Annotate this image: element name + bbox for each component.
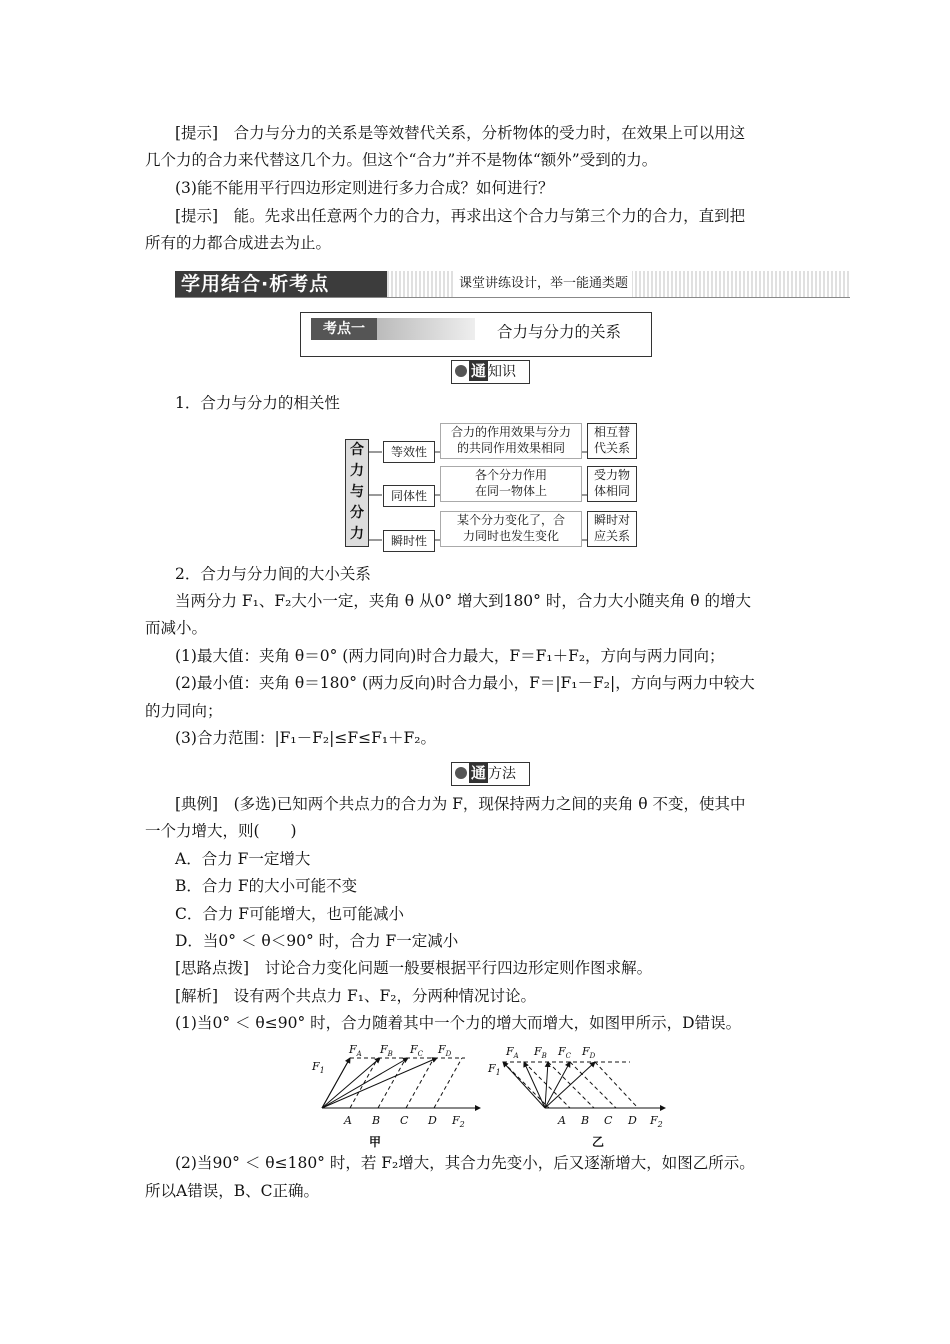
hint-2-line-1: [提示] 能。先求出任意两个力的合力，再求出这个合力与第三个力的合力，直到把 — [175, 207, 746, 225]
map-result-equivalence: 相互替 代关系 — [587, 423, 637, 459]
hint-1-line-2: 几个力的合力来代替这几个力。但这个“合力”并不是物体“额外”受到的力。 — [145, 151, 658, 169]
section-2-line-1: 当两分力 F₁、F₂大小一定，夹角 θ 从0° 增大到180° 时，合力大小随夹角 θ 的增大 — [175, 592, 752, 610]
case-2-line-2: 所以A错误，B、C正确。 — [145, 1182, 319, 1200]
section-1-heading: 1．合力与分力的相关性 — [175, 394, 340, 412]
map-result-instant: 瞬时对 应关系 — [587, 511, 637, 547]
min-value-line-2: 的力同向； — [145, 702, 223, 720]
yi-f2-label: $F_2$ — [650, 1114, 663, 1129]
max-value: (1)最大值：夹角 θ＝0° (两力同向)时合力最大，F＝F₁＋F₂，方向与两力同向； — [175, 647, 725, 665]
min-value-line-1: (2)最小值：夹角 θ＝180° (两力反向)时合力最小，F＝|F₁－F₂|，方向与两力中较大 — [175, 674, 755, 692]
section-2-line-2: 而减小。 — [145, 619, 208, 637]
option-d: D．当0° ＜ θ＜90° 时，合力 F一定减小 — [175, 932, 459, 950]
example-line-2: 一个力增大，则( ) — [145, 822, 297, 840]
range: (3)合力范围：|F₁－F₂|≤F≤F₁＋F₂。 — [175, 729, 437, 747]
option-b: B．合力 F的大小可能不变 — [175, 877, 358, 895]
topic-title: 合力与分力的关系 — [497, 323, 622, 341]
jia-c-label: C — [400, 1114, 409, 1127]
bullet-icon — [455, 767, 467, 779]
case-2-line-1: (2)当90° ＜ θ≤180° 时，若 F₂增大，其合力先变小，后又逐渐增大，如图乙所示。 — [175, 1154, 755, 1172]
example-line-1: [典例] (多选)已知两个共点力的合力为 F，现保持两力之间的夹角 θ 不变，使其中 — [175, 795, 746, 813]
banner-subtitle: 课堂讲练设计，举一能通类题 — [455, 271, 632, 297]
jia-fa-label: $F_A$ — [349, 1043, 362, 1058]
jia-fd-label: $F_D$ — [438, 1043, 452, 1058]
option-c: C．合力 F可能增大，也可能减小 — [175, 905, 405, 923]
jia-b-label: B — [372, 1114, 381, 1127]
section-2-heading: 2．合力与分力间的大小关系 — [175, 565, 371, 583]
topic-tag-fade — [377, 318, 475, 340]
yi-f1-label: $F_1$ — [488, 1062, 501, 1077]
jia-fb-label: $F_B$ — [380, 1043, 393, 1058]
tong-zhishi-heading: 通 知识 — [451, 360, 530, 384]
analysis: [解析] 设有两个共点力 F₁、F₂，分两种情况讨论。 — [175, 987, 536, 1005]
tong-fangfa-heading: 通 方法 — [451, 762, 530, 786]
yi-d-label: D — [628, 1114, 637, 1127]
topic-tag: 考点一 — [311, 318, 377, 340]
map-desc-same-body: 各个分力作用 在同一物体上 — [440, 466, 582, 502]
yi-fb-label: $F_B$ — [534, 1045, 547, 1060]
topic-box — [300, 312, 652, 357]
jia-d-label: D — [428, 1114, 437, 1127]
hint-2-line-2: 所有的力都合成进去为止。 — [145, 234, 332, 252]
map-prop-equivalence: 等效性 — [383, 441, 435, 463]
force-diagrams — [300, 1040, 680, 1152]
map-root: 合 力 与 分 力 — [345, 439, 369, 547]
banner-divider — [175, 297, 850, 298]
jia-f2-label: $F_2$ — [452, 1114, 465, 1129]
option-a: A．合力 F一定增大 — [175, 850, 311, 868]
jia-f1-label: $F_1$ — [312, 1060, 325, 1075]
map-prop-instant: 瞬时性 — [383, 530, 435, 552]
section-banner — [175, 271, 850, 298]
map-prop-same-body: 同体性 — [383, 485, 435, 507]
jia-a-label: A — [344, 1114, 352, 1127]
bullet-icon — [455, 365, 467, 377]
diagram-yi — [503, 1062, 665, 1108]
thinking-hint: [思路点拨] 讨论合力变化问题一般要根据平行四边形定则作图求解。 — [175, 959, 653, 977]
question-3: (3)能不能用平行四边形定则进行多力合成？如何进行？ — [175, 179, 554, 197]
diagram-jia — [322, 1058, 480, 1108]
map-desc-instant: 某个分力变化了，合 力同时也发生变化 — [440, 511, 582, 547]
jia-fc-label: $F_C$ — [410, 1043, 423, 1058]
case-1: (1)当0° ＜ θ≤90° 时，合力随着其中一个力的增大而增大，如图甲所示，D错误。 — [175, 1014, 742, 1032]
yi-a-label: A — [558, 1114, 566, 1127]
map-desc-equivalence: 合力的作用效果与分力 的共同作用效果相同 — [440, 423, 582, 459]
yi-fd-label: $F_D$ — [582, 1045, 596, 1060]
hint-1-line-1: [提示] 合力与分力的关系是等效替代关系，分析物体的受力时，在效果上可以用这 — [175, 124, 746, 142]
map-result-same-body: 受力物 体相同 — [587, 466, 637, 502]
banner-title: 学用结合·析考点 — [175, 271, 387, 297]
yi-b-label: B — [581, 1114, 590, 1127]
caption-jia: 甲 — [369, 1135, 382, 1149]
caption-yi: 乙 — [592, 1135, 605, 1149]
yi-c-label: C — [604, 1114, 613, 1127]
yi-fa-label: $F_A$ — [506, 1045, 519, 1060]
yi-fc-label: $F_C$ — [558, 1045, 571, 1060]
